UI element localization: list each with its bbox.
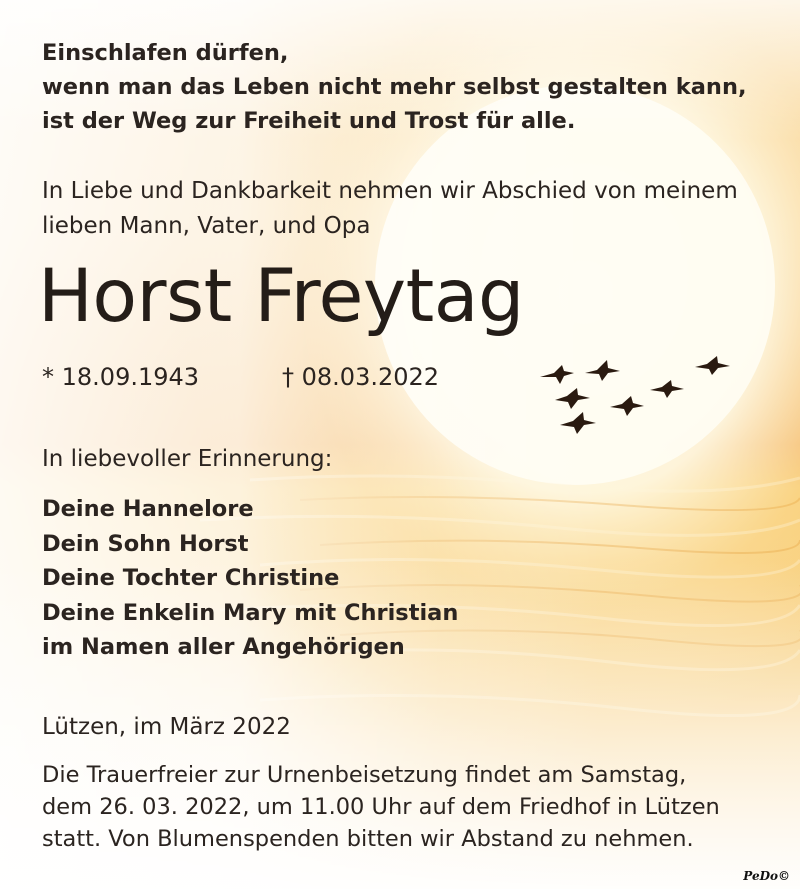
farewell-intro xyxy=(42,174,738,244)
motto-line: ist der Weg zur Freiheit und Trost für alle. xyxy=(42,108,576,134)
memory-heading: In liebevoller Erinnerung: xyxy=(42,446,333,472)
funeral-notice xyxy=(42,759,720,855)
intro-line: In Liebe und Dankbarkeit nehmen wir Abschied von meinem xyxy=(42,178,738,204)
flying-birds-icon xyxy=(530,355,750,445)
motto-line: Einschlafen dürfen, xyxy=(42,40,289,66)
copyright-mark: PeDo© xyxy=(743,869,790,883)
mourner-item: im Namen aller Angehörigen xyxy=(42,634,405,660)
mourners-list xyxy=(42,492,458,665)
mourner-item: Deine Tochter Christine xyxy=(42,565,340,591)
place-and-date: Lützen, im März 2022 xyxy=(42,714,291,740)
motto-verse xyxy=(42,36,747,138)
birth-date: * 18.09.1943 xyxy=(42,363,200,391)
death-date: † 08.03.2022 xyxy=(282,363,440,391)
mourner-item: Dein Sohn Horst xyxy=(42,530,249,557)
mourner-item: Deine Enkelin Mary mit Christian xyxy=(42,599,459,626)
notice-line: Die Trauerfreier zur Urnenbeisetzung findet am Samstag, xyxy=(42,762,687,788)
notice-line: statt. Von Blumenspenden bitten wir Abstand zu nehmen. xyxy=(42,826,694,852)
deceased-name: Horst Freytag xyxy=(38,254,524,339)
notice-line: dem 26. 03. 2022, um 11.00 Uhr auf dem Friedhof in Lützen xyxy=(42,794,720,820)
mourner-item: Deine Hannelore xyxy=(42,496,254,522)
motto-line: wenn man das Leben nicht mehr selbst gestalten kann, xyxy=(42,74,747,100)
intro-line: lieben Mann, Vater, und Opa xyxy=(42,213,371,239)
